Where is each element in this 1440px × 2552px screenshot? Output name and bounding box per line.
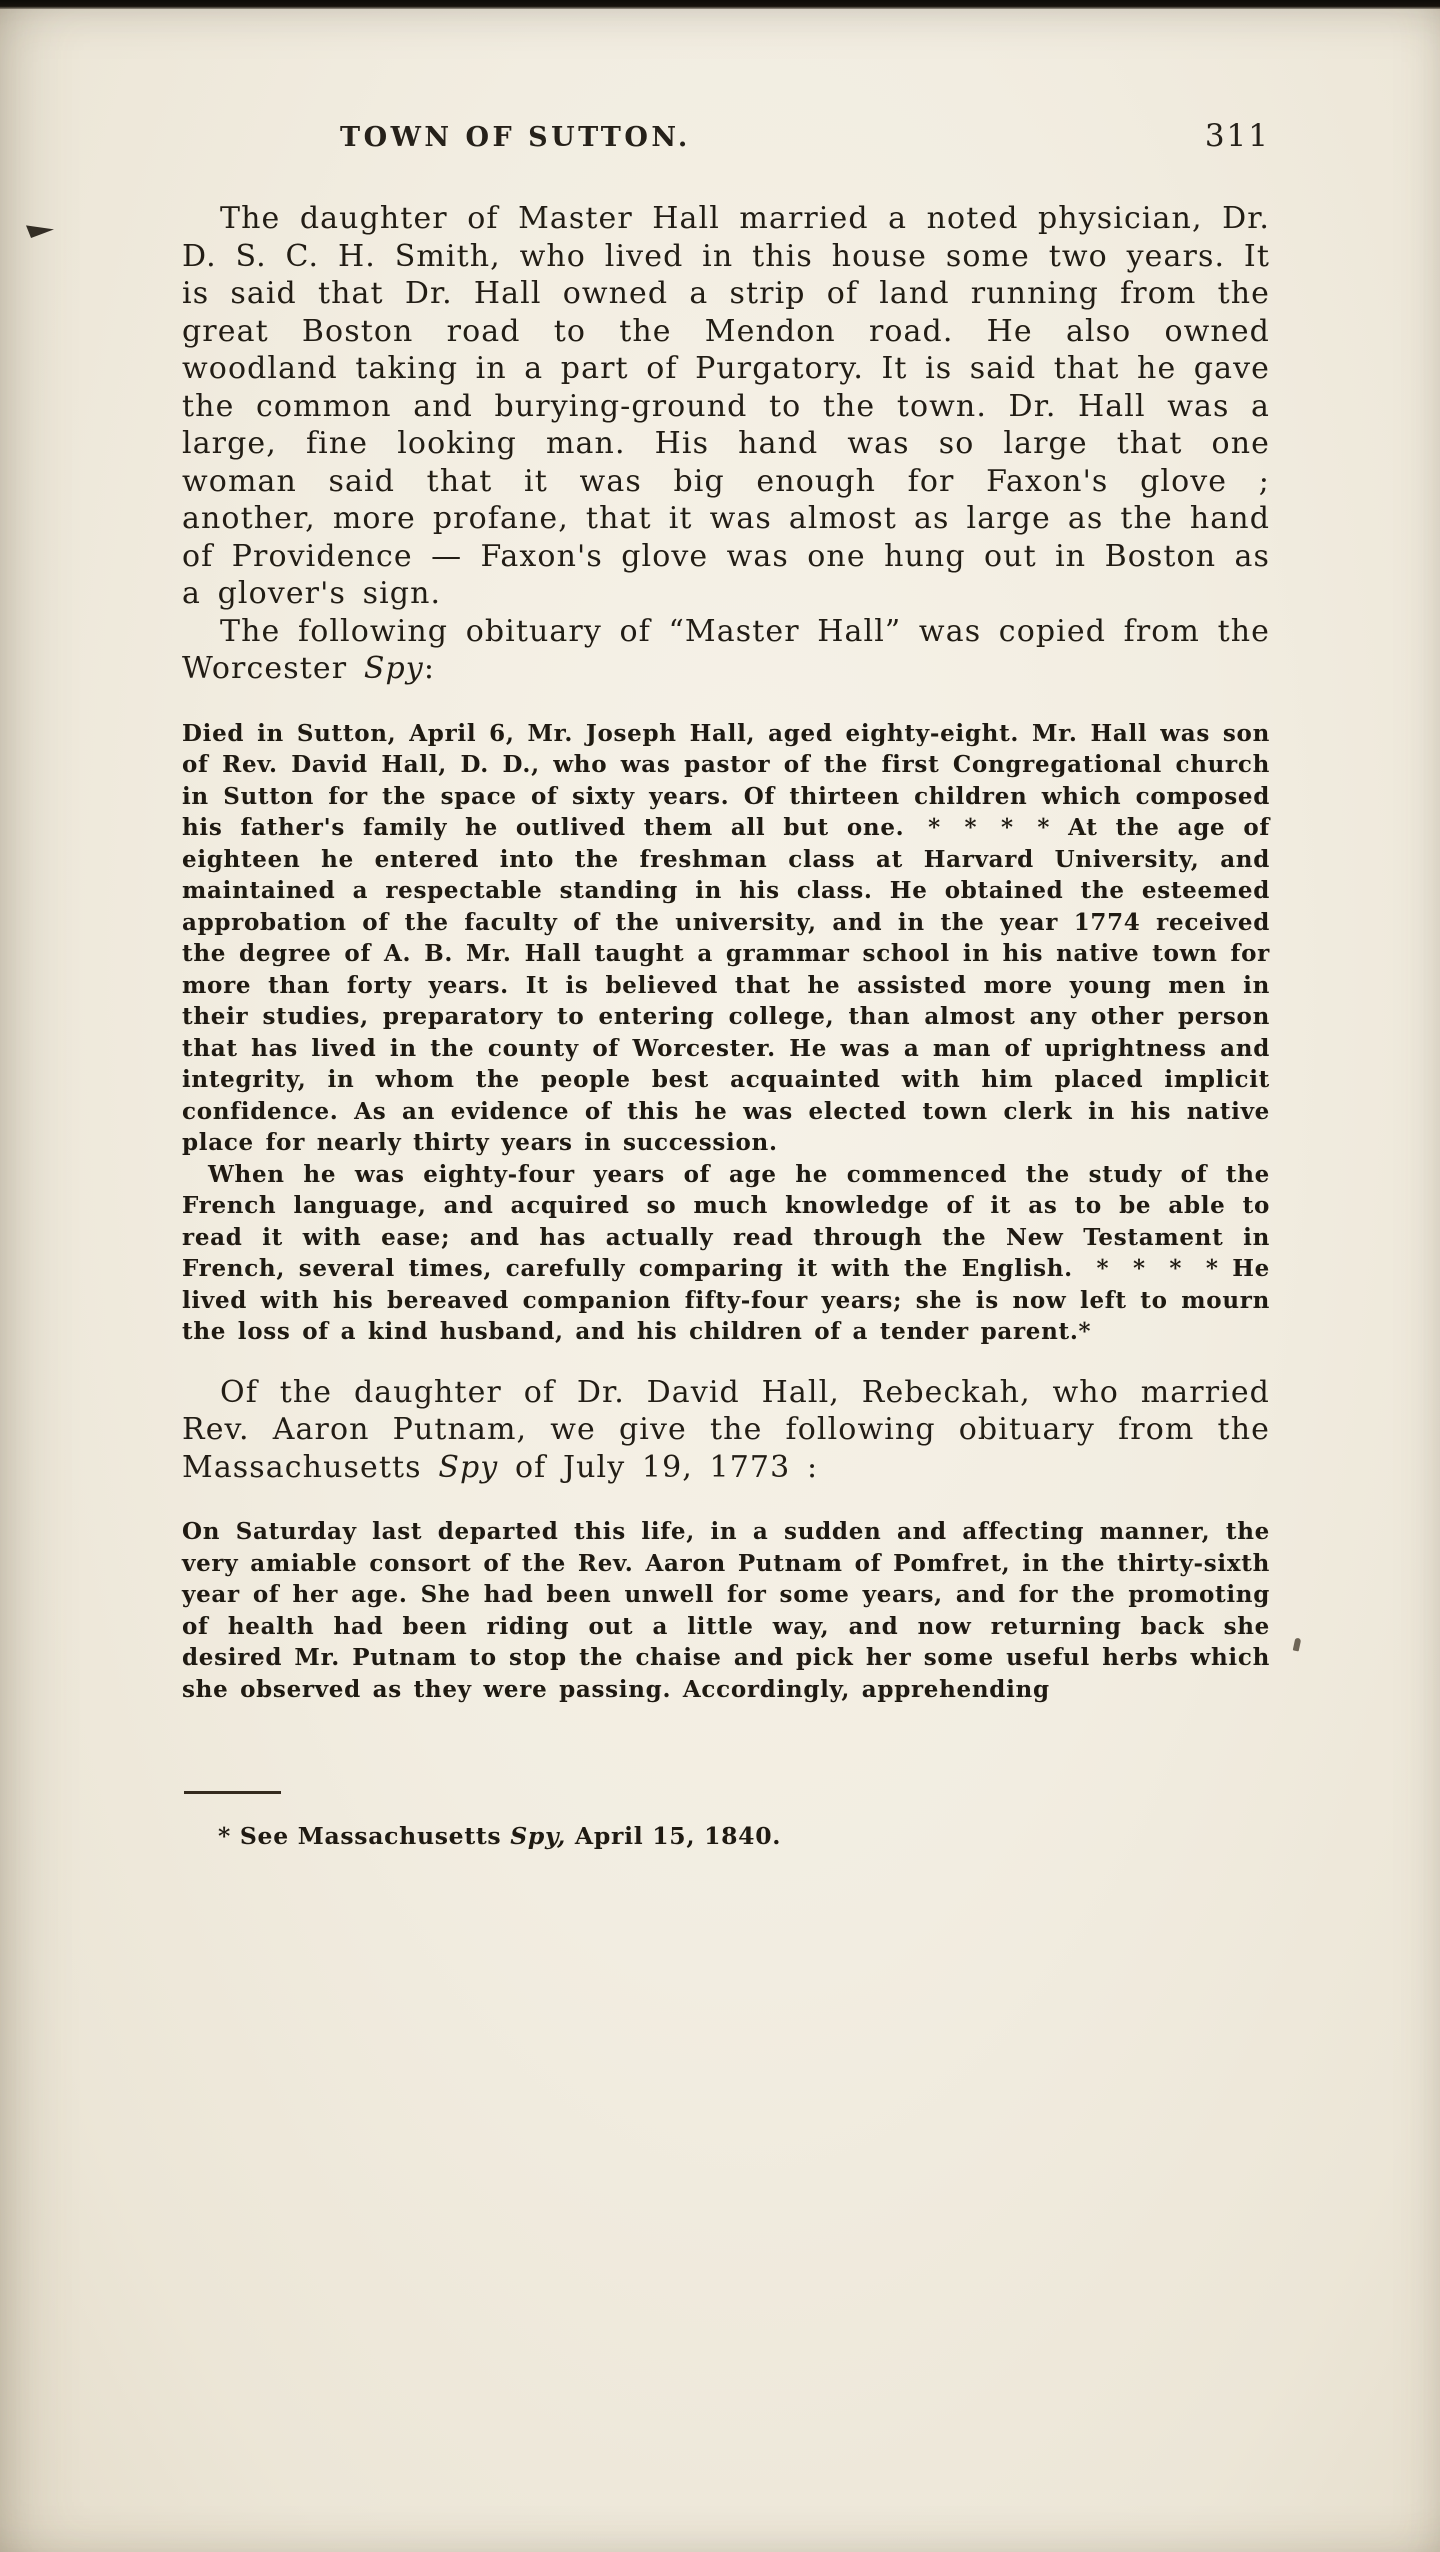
obituary-paragraph: Died in Sutton, April 6, Mr. Joseph Hall, aged eighty-eight. Mr. Hall was son of Rev. David Hall, D. D., who was pastor of the first Congregational church in Sutton for the space of sixty years. Of thirteen children which composed his father's family he outlived them all but one. * * * * At the age of eighteen he entered into the freshman class at Harvard University, and maintained a respectable standing in his class. He obtained the esteemed approbation of the faculty of the university, and in the year 1774 received the degree of A. B. Mr. Hall taught a grammar school in his native town for more than forty years. It is believed that he assisted more young men in their studies, preparatory to entering college, than almost any other person that has lived in the county of Worcester. He was a man of uprightness and integrity, in whom the people best acquainted with him placed implicit confidence. As an evidence of this he was elected town clerk in his native place for nearly thirty years in succession. [182, 719, 1270, 1156]
paragraph-rebeckah-intro [182, 1374, 1270, 1487]
paragraph-master-hall: The daughter of Master Hall married a noted physician, Dr. D. S. C. H. Smith, who lived in this house some two years. It is said that Dr. Hall owned a strip of land running from the great Boston road to the Mendon road. He also owned woodland taking in a part of Purgatory. It is said that he gave the common and burying-ground to the town. Dr. Hall was a large, fine looking man. His hand was so large that one woman said that it was big enough for Faxon's glove ; another, more profane, that it was almost as large as the hand of Providence — Faxon's glove was one hung out in Boston as a glover's sign. [182, 201, 1270, 611]
page-number: 311 [1204, 118, 1270, 154]
footnote-divider [184, 1791, 281, 1794]
footnote [182, 1822, 1270, 1850]
spy-italic-title: Spy [363, 651, 424, 686]
running-head-title: TOWN OF SUTTON. [340, 122, 691, 153]
running-head [182, 118, 1270, 154]
spy-italic-title: Spy, [510, 1822, 567, 1850]
text-segment: : [423, 651, 436, 686]
paragraph-obituary-intro [182, 613, 1270, 688]
text-segment: The following obituary of “Master Hall” was copied from the Worcester [182, 613, 1270, 686]
text-segment: of July 19, 1773 : [498, 1449, 819, 1485]
obituary-joseph-hall [182, 718, 1270, 1348]
obituary-paragraph: When he was eighty-four years of age he commenced the study of the French language, and acquired so much knowledge of it as to be able to read it with ease; and has actually read through the New Testament in French, several times, carefully comparing it with the English. * * * * He lived with his bereaved companion fifty-four years; she is now left to mourn the loss of a kind husband, and his children of a tender parent.* [182, 1160, 1270, 1345]
obituary-rebeckah-putnam [182, 1516, 1270, 1705]
text-segment: * See Massachusetts [218, 1822, 511, 1850]
text-segment: Of the daughter of Dr. David Hall, Rebeckah, who married Rev. Aaron Putnam, we give the following obituary from the Massachusetts [182, 1374, 1270, 1485]
text-segment: April 15, 1840. [566, 1822, 782, 1850]
obituary-paragraph: On Saturday last departed this life, in a sudden and affecting manner, the very amiable consort of the Rev. Aaron Putnam of Pomfret, in the thirty-sixth year of her age. She had been unwell for some years, and for the promoting of health had been riding out a little way, and now returning back she desired Mr. Putnam to stop the chaise and pick her some useful herbs which she observed as they were passing. Accordingly, apprehending [182, 1518, 1270, 1703]
spy-italic-title: Spy [438, 1449, 499, 1485]
